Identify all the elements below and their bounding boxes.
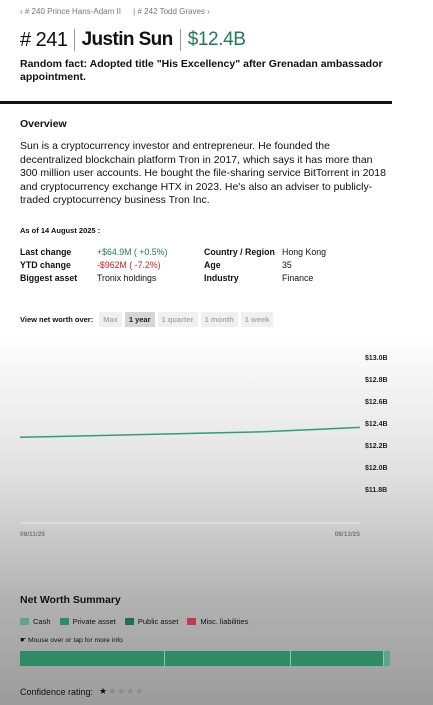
country-value: Hong Kong [282,247,327,257]
industry-value: Finance [282,273,314,283]
net-worth-summary-heading: Net Worth Summary [20,594,121,606]
as-of-date: As of 14 August 2025 : [20,226,101,235]
confidence-rating [20,686,144,697]
legend-private-asset-label: Private asset [72,617,116,626]
timeframe-1-year-button[interactable]: 1 year [125,312,155,327]
section-divider [0,101,392,104]
next-person-link[interactable]: | # 242 Todd Graves › [133,7,210,16]
biggest-asset-label: Biggest asset [20,273,78,283]
legend-cash-label: Cash [33,617,51,626]
hover-hint-text: Mouse over or tap for more info [27,637,123,644]
private-asset-swatch [60,618,69,625]
timeframe-1-quarter-button[interactable]: 1 quarter [158,312,198,327]
breakdown-segment-cash[interactable] [383,651,390,666]
legend-public-asset-label: Public asset [137,617,179,626]
y-tick-label: $12.0B [365,465,388,472]
y-tick-label: $12.6B [365,399,388,406]
misc-liabilities-swatch [187,618,196,625]
confidence-label: Confidence rating: [20,686,94,697]
x-tick-label: 08/11/25 [20,531,45,538]
legend-misc-liabilities [187,617,248,626]
legend-misc-liabilities-label: Misc. liabilities [200,617,249,626]
star-empty-icon: ★ [135,686,145,696]
summary-legend [20,617,257,626]
legend-private-asset [60,617,116,626]
y-tick-label: $11.8B [365,487,388,494]
rank: # 241 [20,28,68,51]
legend-public-asset [125,617,178,626]
confidence-stars [99,686,144,697]
industry-label: Industry [204,273,239,283]
timeframe-max-button[interactable]: Max [99,312,122,327]
timeframe-1-week-button[interactable]: 1 week [241,312,274,327]
pointer-icon: ☛ [20,637,28,644]
x-tick-label: 08/13/25 [334,531,360,538]
overview-heading: Overview [20,118,67,130]
net-worth-chart[interactable] [0,330,433,550]
hover-hint [20,636,123,644]
breakdown-segment-private-asset[interactable] [164,651,290,666]
last-change-value: +$64.9M ( +0.5%) [97,247,168,257]
public-asset-swatch [125,618,134,625]
star-empty-icon: ★ [126,686,136,696]
y-tick-label: $12.2B [365,443,388,450]
person-name: Justin Sun [74,29,180,51]
age-value: 35 [282,260,292,270]
timeframe-1-month-button[interactable]: 1 month [201,312,238,327]
star-empty-icon: ★ [108,686,118,696]
prev-person-link[interactable]: ‹ # 240 Prince Hans-Adam II [20,7,121,16]
last-change-label: Last change [20,247,72,257]
breakdown-segment-private-asset[interactable] [290,651,383,666]
y-tick-label: $12.4B [365,421,388,428]
overview-text: Sun is a cryptocurrency investor and entrepreneur. He founded the decentralized blockchain platform Tron in 2017, which says it has more than 300 million user accounts. He bought the file-sharing service BitTorrent in 2018 and cryptocurrency exchange HTX in 2023. He's also an adviser to publicly-traded cryptocurrency business Tron Inc. [20,140,386,207]
y-tick-label: $13.0B [365,355,388,362]
cash-swatch [20,618,29,625]
star-filled-icon: ★ [99,686,109,696]
net-worth: $12.4B [180,29,246,51]
star-empty-icon: ★ [117,686,127,696]
net-worth-breakdown-bar[interactable] [20,651,390,666]
profile-header [20,28,246,52]
breakdown-segment-private-asset[interactable] [20,651,164,666]
timeframe-label: View net worth over: [20,315,94,324]
stats-table [20,246,326,285]
age-label: Age [204,260,221,270]
timeframe-selector [20,312,276,327]
random-fact: Random fact: Adopted title "His Excellency" after Grenadan ambassador appointment. [20,58,383,83]
biggest-asset-value: Tronix holdings [97,273,157,283]
y-tick-label: $12.8B [365,377,388,384]
country-label: Country / Region [204,247,275,257]
ytd-change-value: -$962M ( -7.2%) [97,260,161,270]
net-worth-series-line[interactable] [20,427,360,437]
legend-cash [20,617,51,626]
breadcrumb-nav [20,7,220,16]
ytd-change-label: YTD change [20,260,71,270]
